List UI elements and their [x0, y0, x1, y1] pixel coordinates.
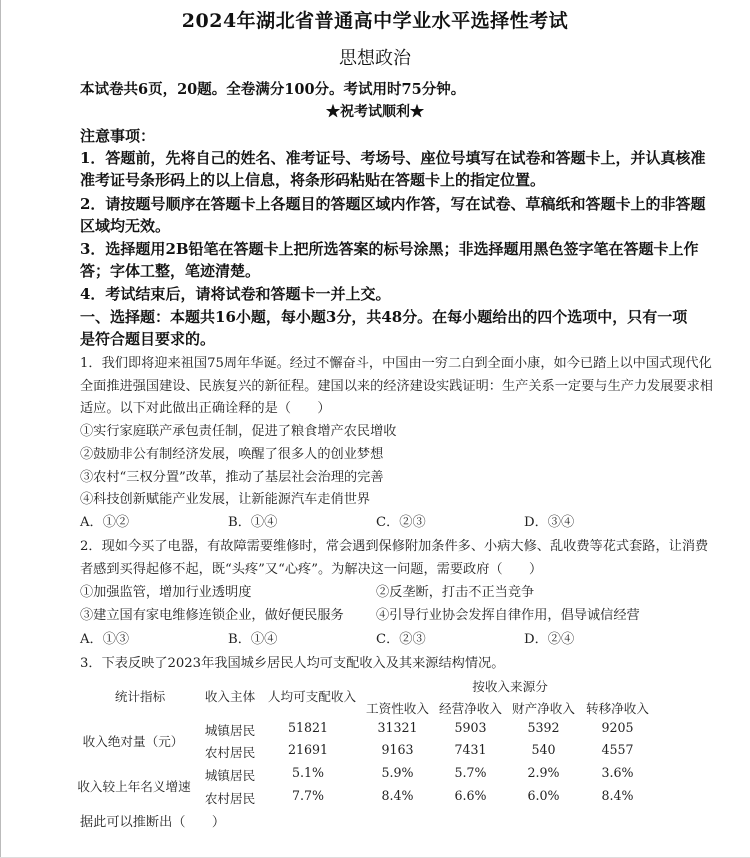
table-cell: 9205 [601, 720, 634, 735]
table-cell: 5.1% [292, 765, 324, 780]
group-absolute: 收入绝对量（元） [82, 734, 184, 749]
th-indicator: 统计指标 [114, 689, 166, 704]
table-cell: 7431 [454, 742, 487, 757]
table-cell: 6.6% [454, 788, 487, 803]
table-cell-subject: 城镇居民 [204, 768, 256, 783]
table-cell: 8.4% [601, 788, 634, 803]
q2-stem: 2．现如今买了电器，有故障需要维修时，常会遇到保修附加条件多、小病大修、乱收费等花式套路，让消费 [80, 539, 709, 554]
th-source: 按收入来源分 [472, 679, 548, 694]
table-cell-subject: 城镇居民 [204, 723, 256, 738]
q1-item: ④科技创新赋能产业发展，让新能源汽车走俏世界 [80, 492, 371, 507]
q2-item: ④引导行业协会发挥自律作用，倡导诚信经营 [376, 608, 640, 623]
notice-line: 准考证号条形码上的以上信息，将条形码粘贴在答题卡上的指定位置。 [80, 171, 546, 189]
q1-stem: 适应。以下对此做出正确诠释的是（ ） [80, 401, 331, 416]
page-left-edge [0, 0, 1, 858]
table-cell: 5.7% [454, 765, 487, 780]
section-heading-cont: 是符合题目要求的。 [80, 330, 216, 348]
q1-item: ②鼓励非公有制经济发展，唤醒了很多人的创业梦想 [80, 447, 384, 462]
q3-conclusion: 据此可以推断出（ ） [80, 815, 226, 830]
exam-info: 本试卷共6页，20题。全卷满分100分。考试用时75分钟。 [80, 81, 466, 98]
table-cell: 9163 [381, 742, 414, 757]
notice-line: 1．答题前，先将自己的姓名、准考证号、考场号、座位号填写在试卷和答题卡上，并认真核准 [80, 149, 706, 167]
q2-option-c[interactable]: C．②③ [376, 632, 426, 647]
q1-option-a[interactable]: A．①② [80, 515, 130, 530]
q1-option-b[interactable]: B．①④ [228, 515, 278, 530]
q1-option-d[interactable]: D．③④ [524, 515, 575, 530]
section-heading: 一、选择题：本题共16小题，每小题3分，共48分。在每小题给出的四个选项中，只有一项 [80, 308, 688, 326]
notice-line: 区域均无效。 [80, 217, 171, 235]
q2-item: ②反垄断，打击不正当竞争 [376, 585, 535, 600]
table-cell: 7.7% [292, 788, 324, 803]
table-cell: 5903 [454, 720, 487, 735]
q1-item: ①实行家庭联产承包责任制，促进了粮食增产农民增收 [80, 424, 397, 439]
table-cell: 2.9% [527, 765, 560, 780]
table-cell: 4557 [601, 742, 634, 757]
table-cell: 21691 [287, 742, 329, 757]
table-cell: 51821 [287, 720, 329, 735]
q2-option-a[interactable]: A．①③ [80, 632, 130, 647]
th-property: 财产净收入 [512, 701, 575, 716]
q1-stem: 全面推进强国建设、民族复兴的新征程。建国以来的经济建设实践证明：生产关系一定要与生产力发展要求相 [80, 379, 713, 394]
exam-title: 2024年湖北省普通高中学业水平选择性考试 [181, 10, 569, 32]
table-cell-subject: 农村居民 [204, 745, 256, 760]
table-cell: 8.4% [381, 788, 414, 803]
notice-line: 3．选择题用2B铅笔在答题卡上把所选答案的标号涂黑；非选择题用黑色签字笔在答题卡上作 [80, 240, 699, 258]
table-cell: 31321 [377, 720, 418, 735]
q1-item: ③农村“三权分置”改革，推动了基层社会治理的完善 [80, 470, 384, 485]
th-subject: 收入主体 [204, 689, 256, 704]
q2-stem: 者感到买得起修不起，既“头疼”又“心疼”。为解决这一问题，需要政府（ ） [80, 562, 543, 577]
th-transfer: 转移净收入 [586, 701, 649, 716]
th-business: 经营净收入 [439, 701, 502, 716]
table-cell: 6.0% [527, 788, 560, 803]
q2-option-b[interactable]: B．①④ [228, 632, 278, 647]
th-wage: 工资性收入 [366, 701, 429, 716]
notice-line: 4．考试结束后，请将试卷和答题卡一并上交。 [80, 285, 391, 303]
table-cell: 5.9% [381, 765, 414, 780]
table-cell: 3.6% [601, 765, 634, 780]
q1-stem: 1．我们即将迎来祖国75周年华诞。经过不懈奋斗，中国由一穷二白到全面小康，如今已踏上以中国式现代化 [80, 356, 712, 371]
q1-option-c[interactable]: C．②③ [376, 515, 426, 530]
table-cell: 540 [531, 742, 556, 757]
q2-item: ③建立国有家电维修连锁企业，做好便民服务 [80, 608, 344, 623]
notice-line: 答；字体工整，笔迹清楚。 [80, 262, 261, 280]
notice-heading: 注意事项： [80, 127, 156, 145]
th-disposable: 人均可支配收入 [267, 689, 357, 704]
notice-line: 2．请按题号顺序在答题卡上各题目的答题区域内作答，写在试卷、草稿纸和答题卡上的非答题 [80, 195, 706, 213]
q3-stem: 3．下表反映了2023年我国城乡居民人均可支配收入及其来源结构情况。 [80, 656, 505, 671]
group-growth: 收入较上年名义增速 [77, 779, 191, 794]
table-cell: 5392 [527, 720, 560, 735]
q2-item: ①加强监管，增加行业透明度 [80, 585, 252, 600]
exam-wish: ★祝考试顺利★ [326, 104, 424, 120]
table-cell-subject: 农村居民 [204, 791, 256, 806]
exam-subject: 思想政治 [339, 48, 411, 69]
q2-option-d[interactable]: D．②④ [524, 632, 575, 647]
